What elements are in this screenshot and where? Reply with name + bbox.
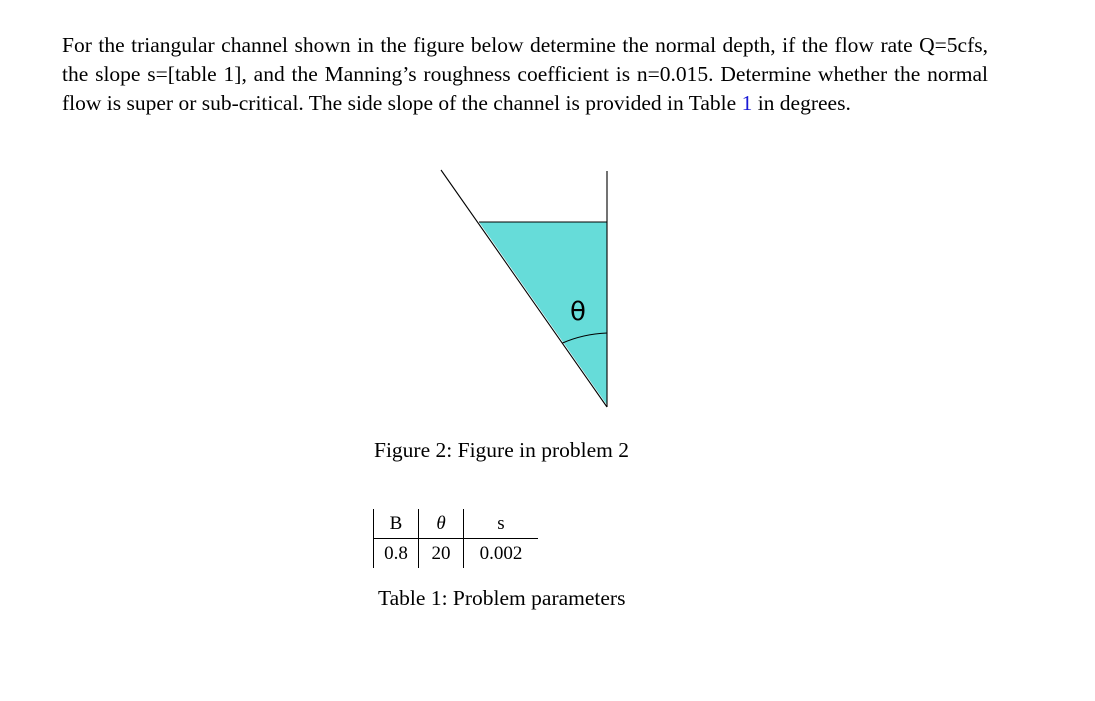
parameters-table <box>373 509 538 568</box>
cell-theta-value: 20 <box>419 539 464 569</box>
cell-b-value: 0.8 <box>374 539 419 569</box>
cell-s-value: 0.002 <box>464 539 539 569</box>
water-cross-section <box>479 222 607 405</box>
table-caption: Table 1: Problem parameters <box>378 586 626 610</box>
header-s: s <box>464 509 539 539</box>
table-header-row <box>374 509 539 539</box>
table-reference-link[interactable]: 1 <box>741 91 753 115</box>
table-row <box>374 539 539 569</box>
figure-caption: Figure 2: Figure in problem 2 <box>374 438 629 462</box>
header-b: B <box>374 509 419 539</box>
angle-theta-label: θ <box>570 297 586 327</box>
header-theta: θ <box>419 509 464 539</box>
problem-statement: For the triangular channel shown in the figure below determine the normal depth, if the flow rate Q=5cfs, the slope s=[table 1], and the Manning’s roughness coefficient is n=0.015. Determine whether the normal flow is super or sub-critical. The side slope of the channel is provided in Table 1 in degrees. <box>62 33 988 115</box>
